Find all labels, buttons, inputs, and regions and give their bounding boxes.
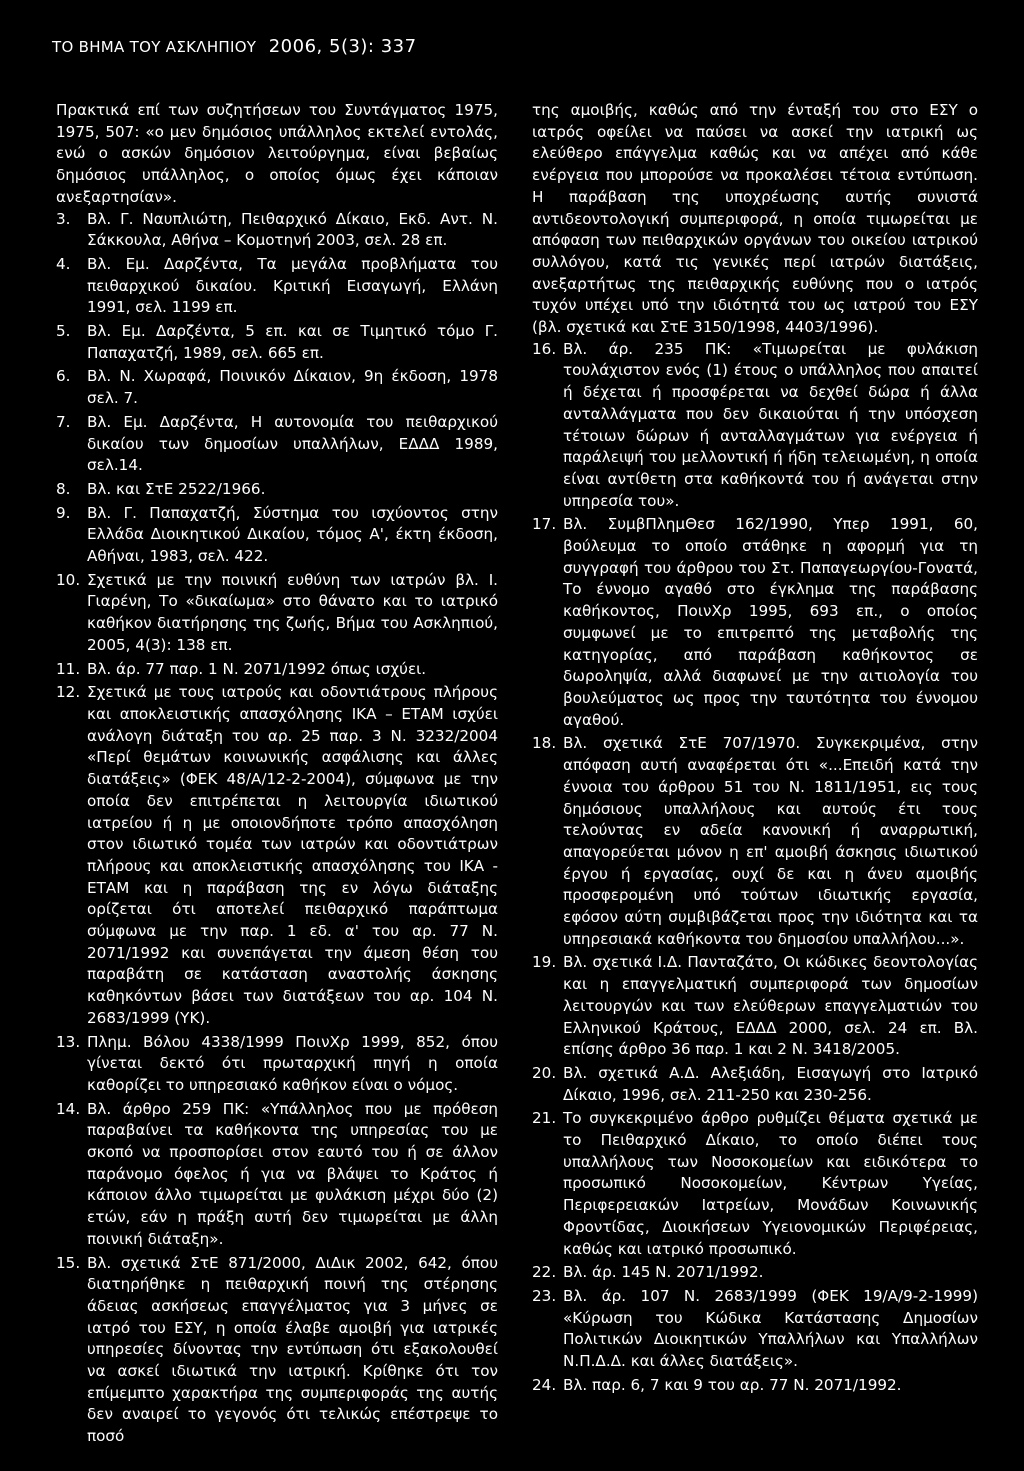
footnote [532, 1375, 978, 1397]
footnote [56, 659, 498, 681]
footnote-number: 5. [56, 322, 71, 341]
footnote-text: Βλ. σχετικά Α.Δ. Αλεξιάδη, Εισαγωγή στο Ιατρικό Δίκαιο, 1996, σελ. 211-250 και 230-256. [563, 1063, 978, 1104]
footnote-number: 13. [56, 1032, 81, 1051]
footnote-text: Βλ. Εμ. Δαρζέντα, Η αυτονομία του πειθαρχικού δικαίου των δημοσίων υπαλλήλων, ΕΔΔΔ 1989, σελ.14. [87, 412, 498, 475]
footnote-text: Βλ. Ν. Χωραφά, Ποινικόν Δίκαιον, 9η έκδοση, 1978 σελ. 7. [87, 367, 498, 408]
footnote-text: Βλ. άρθρο 259 ΠΚ: «Υπάλληλος που με πρόθεση παραβαίνει τα καθήκοντα της υπηρεσίας του με σκοπό να προσπορίσει στον εαυτό του ή σε άλλον παράνομο όφελος ή για να βλάψει το Κράτος ή κάποιον άλλο τιμωρείται με φυλάκιση μέχρι δύο (2) ετών, εάν η πράξη αυτή δεν τιμωρείται με άλλη ποινική διάταξη». [87, 1099, 498, 1248]
footnote [56, 682, 498, 1029]
footnote-number: 7. [56, 412, 71, 431]
footnote-number: 11. [56, 659, 81, 678]
left-column [56, 100, 498, 1450]
running-header [52, 36, 417, 57]
right-column [532, 100, 978, 1398]
footnote [56, 209, 498, 252]
footnote [532, 1262, 978, 1284]
footnote [532, 339, 978, 513]
footnote [56, 570, 498, 657]
footnote [532, 733, 978, 950]
footnote-text: Σχετικά με την ποινική ευθύνη των ιατρών βλ. Ι. Γιαρένη, Το «δικαίωμα» στο θάνατο και το ιατρικό καθήκον διατήρησης της ζωής, Βήμα του Ασκληπιού, 2005, 4(3): 138 επ. [87, 570, 498, 654]
footnote-number: 9. [56, 503, 71, 522]
footnote-text: Το συγκεκριμένο άρθρο ρυθμίζει θέματα σχετικά με το Πειθαρχικό Δίκαιο, το οποίο διέπει τους υπαλλήλους των Νοσοκομείων και ειδικότερα το προσωπικό Νοσοκομείων, Κέντρων Υγείας, Περιφερειακών Ιατρείων, Μονάδων Κοινωνικής Φροντίδας, Διοικήσεων Υγειονομικών Περιφέρειας, καθώς και ιατρικό προσωπικό. [563, 1109, 978, 1258]
footnote-number: 23. [532, 1286, 557, 1305]
footnote-number: 15. [56, 1253, 81, 1272]
footnote [56, 1253, 498, 1448]
footnote-text: Βλ. και ΣτΕ 2522/1966. [87, 479, 266, 498]
footnote-number: 10. [56, 570, 81, 589]
journal-citation: 2006, 5(3): 337 [268, 36, 417, 57]
footnote [56, 254, 498, 319]
footnote-text: Βλ. άρ. 107 Ν. 2683/1999 (ΦΕΚ 19/Α/9-2-1999) «Κύρωση του Κώδικα Κατάστασης Δημοσίων Πολιτικών Διοικητικών Υπαλλήλων και Υπαλλήλων Ν.Π.Δ.Δ. και άλλες διατάξεις». [563, 1286, 978, 1371]
footnote-text: Βλ. Εμ. Δαρζέντα, Τα μεγάλα προβλήματα του πειθαρχικού δικαίου. Κριτική Εισαγωγή, Ελλάνη 1991, σελ. 1199 επ. [87, 254, 498, 317]
footnote-text: Πλημ. Βόλου 4338/1999 ΠοινΧρ 1999, 852, όπου γίνεται δεκτό ότι πρωταρχική πηγή η οποία καθορίζει το υπηρεσιακό καθήκον είναι ο νόμος. [87, 1032, 498, 1094]
footnote [56, 412, 498, 477]
footnote [532, 514, 978, 731]
footnote-number: 17. [532, 515, 557, 534]
footnote-text: Βλ. άρ. 145 Ν. 2071/1992. [563, 1263, 764, 1282]
journal-name: ΒΗΜΑ ΤΟΥ ΑΣΚΛΗΠΙΟΥ [78, 38, 257, 56]
footnote-number: 16. [532, 339, 557, 358]
footnote-number: 19. [532, 953, 557, 972]
footnote-number: 8. [56, 479, 71, 498]
footnote-number: 14. [56, 1099, 81, 1118]
footnote [56, 479, 498, 501]
footnote [532, 1286, 978, 1373]
footnote [56, 1032, 498, 1097]
footnote-text: Βλ. ΣυμβΠλημΘεσ 162/1990, Υπερ 1991, 60, βούλευμα το οποίο στάθηκε η αφορμή για τη συγγραφή του άρθρου του Στ. Παπαγεωργίου-Γονατά, Το έννομο αγαθό στο έγκλημα της παράβασης καθήκοντος, ΠοινΧρ 1995, 693 επ., ο οποίος συμφωνεί με το επιτρεπτό της μεταβολής της κατηγορίας, από παράβαση καθήκοντος σε δωροληψία, αλλά διαφωνεί με την αιτιολογία του βουλεύματος ως προς την ταυτότητα του έννομου αγαθού. [563, 515, 978, 729]
footnote-number: 6. [56, 367, 71, 386]
right-footnotes-list [532, 339, 978, 1397]
footnote-text: Βλ. σχετικά ΣτΕ 871/2000, ΔιΔικ 2002, 642, όπου διατηρήθηκε η πειθαρχική ποινή της στέρησης άδειας ασκήσεως επαγγέλματος για 3 μήνες σε ιατρό του ΕΣΥ, η οποία έλαβε αμοιβή για ιατρικές υπηρεσίες δίνοντας την εντύπωση ότι εξακολουθεί να ασκεί ιδιωτικά την ιατρική. Κρίθηκε ότι τον επίμεμπτο χαρακτήρα της συμπεριφοράς της αυτής δεν αναιρεί το γεγονός ότι τελικώς επέστρεψε το ποσό [87, 1253, 498, 1446]
footnote-number: 22. [532, 1263, 557, 1282]
footnote-text: Βλ. άρ. 77 παρ. 1 Ν. 2071/1992 όπως ισχύει. [87, 659, 427, 678]
footnote-number: 18. [532, 734, 557, 753]
footnote-number: 24. [532, 1375, 557, 1394]
footnote [56, 503, 498, 568]
footnote [56, 366, 498, 409]
footnote [56, 321, 498, 364]
right-intro-paragraph: της αμοιβής, καθώς από την ένταξή του στο ΕΣΥ ο ιατρός οφείλει να παύσει να ασκεί την ιατρική ως ελεύθερο επάγγελμα καθώς και να απέχει από κάθε ενέργεια που μπορούσε να προκαλέσει τέτοια εντύπωση. Η παράβαση της υποχρέωσης αυτής συνιστά αντιδεοντολογική συμπεριφορά, η οποία τιμωρείται με απόφαση των πειθαρχικών οργάνων του οικείου ιατρικού συλλόγου, κατά τις γενικές περί ιατρών διατάξεις, ανεξαρτήτως της πειθαρχικής ευθύνης που ο ιατρός τυχόν υπέχει υπό την ιδιότητά του ως ιατρού του ΕΣΥ (βλ. σχετικά και ΣτΕ 3150/1998, 4403/1996). [532, 101, 978, 337]
footnote-text: Σχετικά με τους ιατρούς και οδοντιάτρους πλήρους και αποκλειστικής απασχόλησης ΙΚΑ – ΕΤΑΜ ισχύει ανάλογη διάταξη του αρ. 25 παρ. 3 Ν. 3232/2004 «Περί θεμάτων κοινωνικής ασφάλισης και άλλες διατάξεις» (ΦΕΚ 48/Α/12-2-2004), σύμφωνα με την οποία δεν επιτρέπεται η λειτουργία ιδιωτικού ιατρείου ή η με οποιονδήποτε τρόπο απασχόληση στον ιδιωτικό τομέα των ιατρών και οδοντιάτρων πλήρους και αποκλειστικής απασχόλησης του ΙΚΑ - ΕΤΑΜ και η παράβαση της εν λόγω διάταξης ορίζεται ότι αποτελεί πειθαρχικό παράπτωμα σύμφωνα με την παρ. 1 εδ. α' του αρ. 77 Ν. 2071/1992 και συνεπάγεται την άμεση θέση του παραβάτη σε κατάσταση αναστολής άσκησης καθηκόντων βάσει των διατάξεων του αρ. 104 Ν. 2683/1999 (ΥΚ). [87, 683, 498, 1027]
left-intro-paragraph: Πρακτικά επί των συζητήσεων του Συντάγματος 1975, 1975, 507: «ο μεν δημόσιος υπάλληλος εκτελεί εντολάς, ενώ ο ασκών δημόσιον λειτούργημα, είναι βεβαίως δημόσιος υπάλληλος, ο οποίος όμως έχει κάποιαν ανεξαρτησίαν». [56, 101, 498, 206]
footnote-number: 4. [56, 254, 71, 273]
footnote-text: Βλ. Γ. Ναυπλιώτη, Πειθαρχικό Δίκαιο, Εκδ. Αντ. Ν. Σάκκουλα, Αθήνα – Κομοτηνή 2003, σελ. 28 επ. [87, 209, 498, 250]
footnote [532, 1108, 978, 1260]
footnote-text: Βλ. Εμ. Δαρζέντα, 5 επ. και σε Τιμητικό τόμο Γ. Παπαχατζή, 1989, σελ. 665 επ. [87, 322, 498, 362]
left-footnotes-list [56, 209, 498, 1448]
footnote-text: Βλ. σχετικά ΣτΕ 707/1970. Συγκεκριμένα, στην απόφαση αυτή αναφέρεται ότι «...Επειδή κατά την έννοια του άρθρου 51 του Ν. 1811/1951, εις τους δημόσιους υπαλλήλους και αυτούς έτι τους τελούντας εν αδεία κανονική ή αναρρωτική, απαγορεύεται μόνον η επ' αμοιβή άσκησις ιδιωτικού έργου ή εργασίας, ουχί δε και η άνευ αμοιβής προσφερομένη υπό τούτων ιδιωτικής εργασία, εφόσον αύτη συμβιβάζεται προς την ιδιότητα και τα υπηρεσιακά καθήκοντα του δημοσίου υπαλλήλου...». [563, 734, 978, 948]
footnote [532, 952, 978, 1061]
footnote-text: Βλ. σχετικά Ι.Δ. Πανταζάτο, Οι κώδικες δεοντολογίας και η επαγγελματική συμπεριφορά των δημοσίων λειτουργών και των ελεύθερων επαγγελματιών του Ελληνικού Κράτους, ΕΔΔΔ 2000, σελ. 24 επ. Βλ. επίσης άρθρο 36 παρ. 1 και 2 Ν. 3418/2005. [563, 953, 978, 1059]
footnote-text: Βλ. άρ. 235 ΠΚ: «Τιμωρείται με φυλάκιση τουλάχιστον ενός (1) έτους ο υπάλληλος που απαιτεί ή δέχεται ή προσφέρεται να δεχθεί δώρα ή άλλα ανταλλάγματα που δεν δικαιούται ή την υπόσχεση τέτοιων δώρων ή ανταλλαγμάτων για ενέργεια ή παράλειψή του μελλοντική ή ήδη τελειωμένη, η οποία είναι αντίθετη στα καθήκοντά του ή ανάγεται στην υπηρεσία του». [563, 339, 978, 510]
footnote-number: 12. [56, 683, 81, 702]
footnote-number: 3. [56, 209, 71, 228]
footnote-number: 20. [532, 1063, 557, 1082]
footnote-text: Βλ. παρ. 6, 7 και 9 του αρ. 77 Ν. 2071/1992. [563, 1375, 902, 1394]
footnote-text: Βλ. Γ. Παπαχατζή, Σύστημα του ισχύοντος στην Ελλάδα Διοικητικού Δικαίου, τόμος Α', έκτη έκδοση, Αθήναι, 1983, σελ. 422. [87, 503, 498, 566]
footnote-number: 21. [532, 1109, 557, 1128]
footnote [56, 1099, 498, 1251]
journal-prefix: ΤΟ [52, 38, 79, 56]
footnote [532, 1063, 978, 1106]
